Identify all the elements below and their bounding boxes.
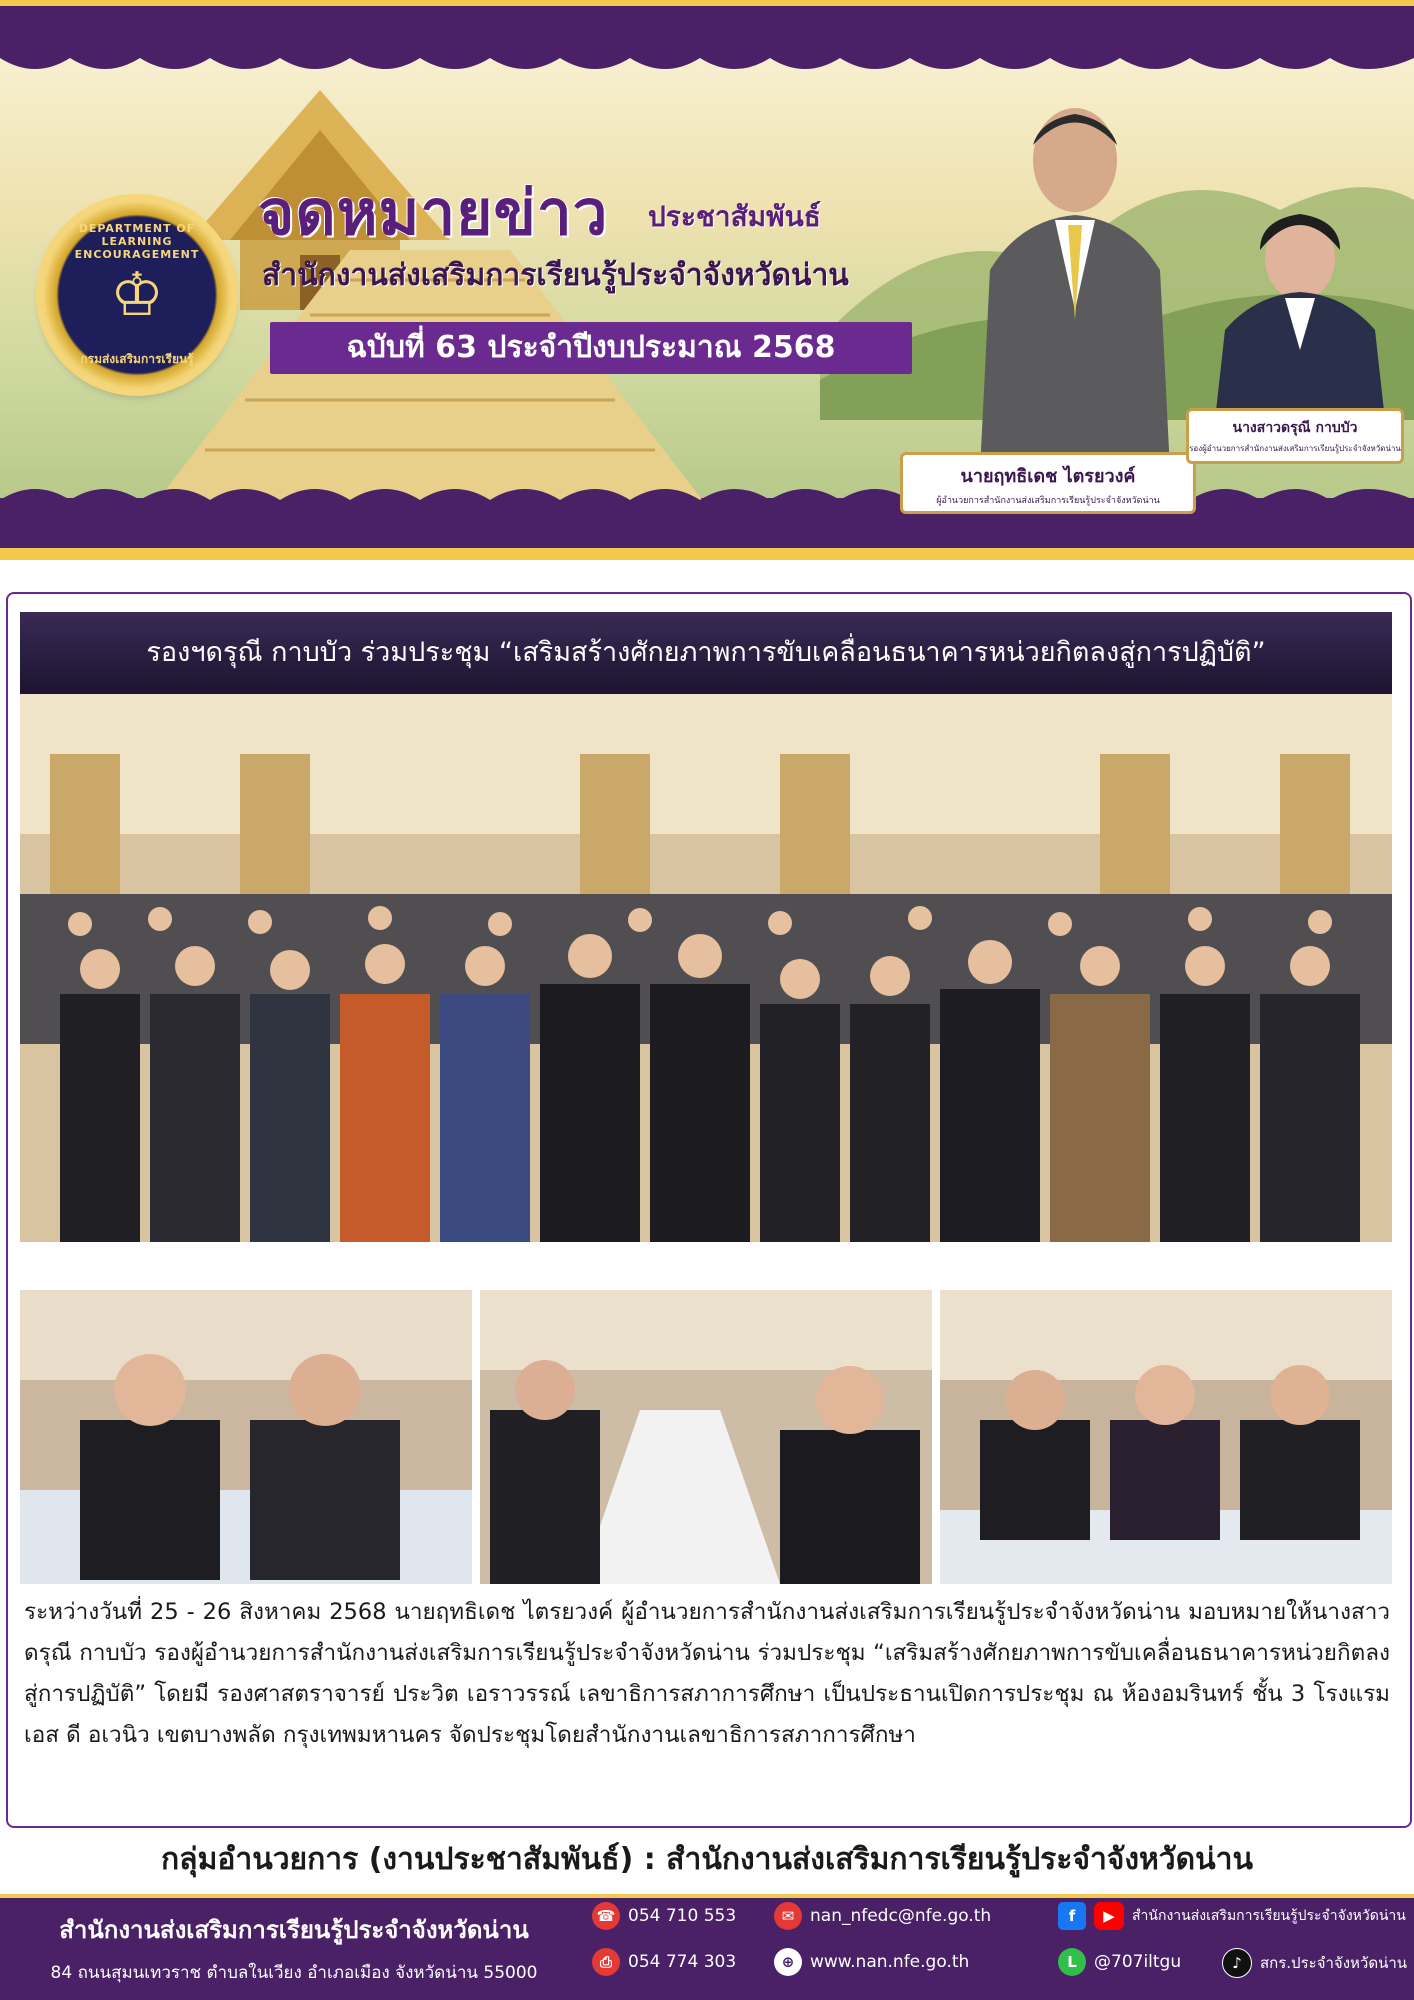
director-nameplate [900,452,1196,514]
deputy-nameplate [1186,408,1404,464]
director-position: ผู้อำนวยการสำนักงานส่งเสริมการเรียนรู้ประจำจังหวัดน่าน [936,496,1160,506]
newsletter-subtitle: ประชาสัมพันธ์ [648,200,821,233]
director-name: นายฤทธิเดช ไตรยวงค์ [960,466,1136,487]
deputy-name: นางสาวดรุณี กาบบัว [1232,420,1358,436]
phone-icon: ☎ [592,1902,620,1930]
director-portrait [960,90,1190,470]
meeting-photo-3 [940,1290,1392,1584]
seal-emblem-icon: ♔ [110,260,164,330]
gold-stripe-bottom [0,548,1414,560]
article-headline: รองฯดรุณี กาบบัว ร่วมประชุม “เสริมสร้างศักยภาพการขับเคลื่อนธนาคารหน่วยกิตลงสู่การปฏิบัติ” [146,637,1266,668]
footer-office-block [14,1900,574,1986]
scallop-top [0,40,1414,80]
tiktok-name: สกร.ประจำจังหวัดน่าน [1260,1954,1408,1972]
facebook-page-name: สำนักงานส่งเสริมการเรียนรู้ประจำจังหวัดน่าน [1132,1908,1406,1924]
article-body: ระหว่างวันที่ 25 - 26 สิงหาคม 2568 นายฤทธิเดช ไตรยวงค์ ผู้อำนวยการสำนักงานส่งเสริมการเรียนรู้ประจำจังหวัดน่าน มอบหมายให้นางสาวดรุณี กาบบัว รองผู้อำนวยการสำนักงานส่งเสริมการเรียนรู้ประจำจังหวัดน่าน ร่วมประชุม “เสริมสร้างศักยภาพการขับเคลื่อนธนาคารหน่วยกิตลงสู่การปฏิบัติ” โดยมี รองศาสตราจารย์ ประวิต เอราวรรณ์ เลขาธิการสภาการศึกษา เป็นประธานเปิดการประชุม ณ ห้องอมรินทร์ ชั้น 3 โรงแรมเอส ดี อเวนิว เขตบางพลัด กรุงเทพมหานคร จัดประชุมโดยสำนักงานเลขาธิการสภาการศึกษา [24,1599,1390,1748]
newsletter-title: จดหมายข่าว [258,176,609,249]
email-icon: ✉ [774,1902,802,1930]
email-contact[interactable] [774,1902,991,1930]
tiktok-contact[interactable] [1222,1948,1407,1978]
scallop-bottom [0,478,1414,518]
department-line: กลุ่มอำนวยการ (งานประชาสัมพันธ์) : สำนักงานส่งเสริมการเรียนรู้ประจำจังหวัดน่าน [161,1842,1253,1877]
issue-banner [270,322,912,374]
fax-icon: ⎙ [592,1948,620,1976]
facebook-contact[interactable] [1058,1902,1406,1930]
gold-stripe [0,0,1414,6]
phone-number: 054 710 553 [628,1906,737,1926]
deputy-director-portrait [1200,200,1400,420]
meeting-photo-2 [480,1290,932,1584]
facebook-icon: f [1058,1902,1086,1930]
website-contact[interactable] [774,1948,969,1976]
deputy-position: รองผู้อำนวยการสำนักงานส่งเสริมการเรียนรู้ประจำจังหวัดน่าน [1189,444,1401,453]
line-contact[interactable] [1058,1948,1181,1976]
footer-office-name: สำนักงานส่งเสริมการเรียนรู้ประจำจังหวัดน่าน [59,1916,529,1944]
office-name-header: สำนักงานส่งเสริมการเรียนรู้ประจำจังหวัดน่าน [262,258,849,293]
tiktok-icon: ♪ [1222,1948,1252,1978]
group-photo [20,694,1392,1242]
globe-icon: ⊕ [774,1948,802,1976]
website-url: www.nan.nfe.go.th [810,1952,970,1972]
meeting-photo-1 [20,1290,472,1584]
youtube-icon: ▶ [1094,1902,1124,1930]
seal-ring-text-top: DEPARTMENT OF LEARNING ENCOURAGEMENT [74,222,200,261]
issue-number: ฉบับที่ 63 ประจำปีงบประมาณ 2568 [346,330,836,365]
department-seal-logo [42,200,232,390]
fax-contact[interactable] [592,1948,736,1976]
footer-address: 84 ถนนสุมนเทวราช ตำบลในเวียง อำเภอเมือง จังหวัดน่าน 55000 [50,1963,538,1983]
line-id: @707iltgu [1094,1952,1182,1972]
footer-gold-stripe [0,1894,1414,1898]
phone-contact[interactable] [592,1902,736,1930]
fax-number: 054 774 303 [628,1952,737,1972]
email-address: nan_nfedc@nfe.go.th [810,1906,992,1926]
line-icon: L [1058,1948,1086,1976]
seal-ring-text-bottom: กรมส่งเสริมการเรียนรู้ [80,352,194,366]
